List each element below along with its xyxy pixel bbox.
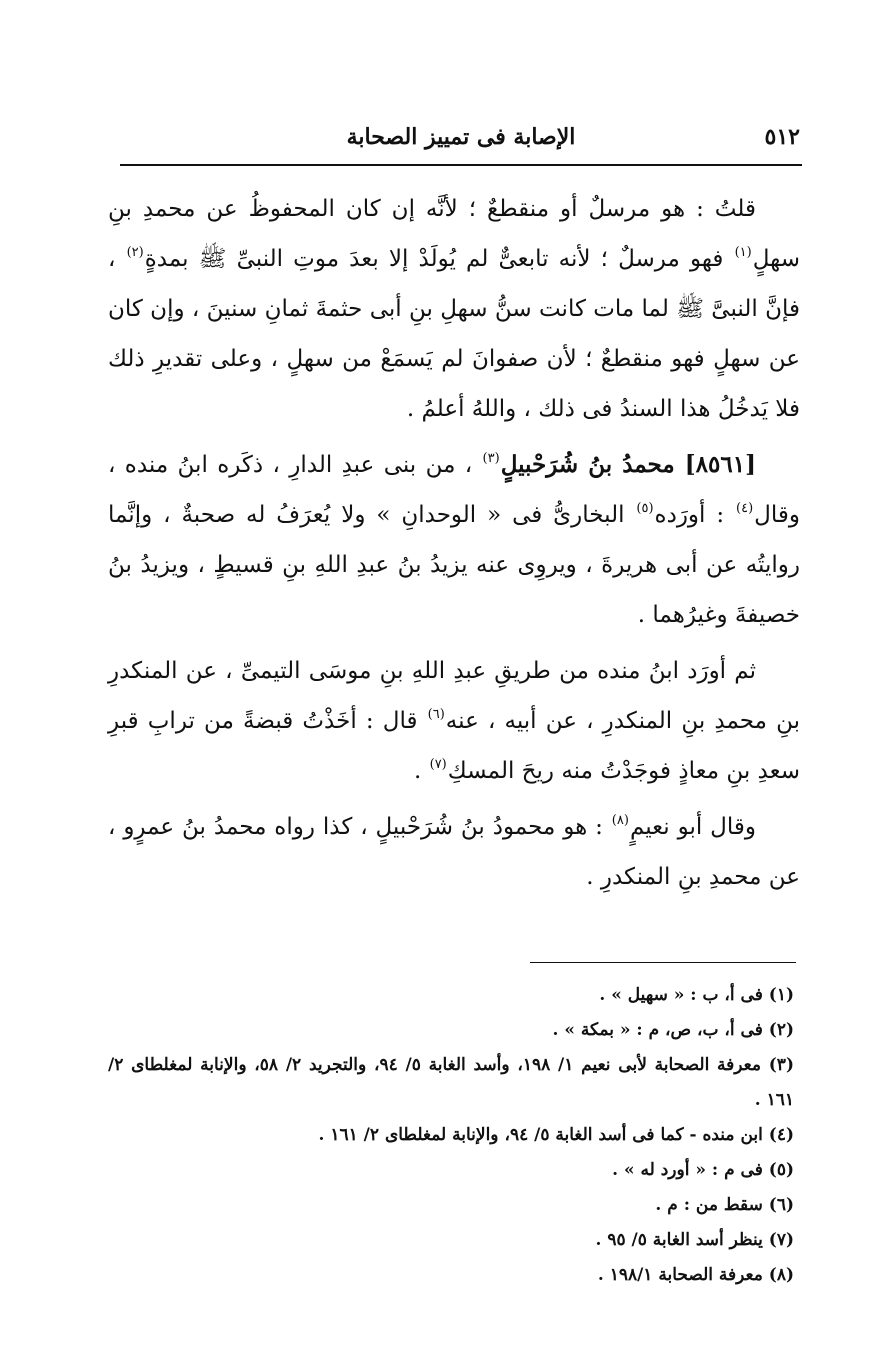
footnote-marker: (٥): [636, 501, 654, 516]
footnote: (٨) معرفة الصحابة ١٩٨/١ .: [597, 1265, 794, 1285]
text-run: ثم أورَد ابنُ منده من طريقِ عبدِ اللهِ بنِ موسَى التيمىِّ ، عن المنكدرِ بنِ محمدِ بنِ المنكدرِ ، عن أبيه ، عنه: [108, 658, 801, 734]
text-run: .: [413, 758, 429, 784]
footnote-marker: (٦): [427, 707, 445, 722]
paragraph-commentary: [108, 184, 800, 434]
entry-number: [٨٥٦١: [695, 451, 756, 478]
running-title: الإصابة فى تمييز الصحابة: [346, 124, 576, 150]
header-rule: [120, 164, 802, 166]
main-text: [108, 184, 800, 908]
text-run: : هو محمودُ بنُ شُرَحْبيلٍ ، كذا رواه محمدُ بنُ عمرٍو ، عن محمدِ بنِ المنكدرِ .: [108, 814, 800, 890]
paragraph-narration: [108, 646, 800, 796]
footnote: (٦) سقط من : م .: [655, 1195, 794, 1215]
footnote-marker: (١): [734, 245, 752, 260]
text-run: قلتُ : هو مرسلٌ أو منقطعٌ ؛ لأنَّه إن كان المحفوظُ عن محمدِ بنِ سهلٍ: [108, 196, 801, 272]
text-run: : أورَده: [654, 502, 736, 528]
footnote: (٣) معرفة الصحابة لأبى نعيم ١/ ١٩٨، وأسد الغابة ٥/ ٩٤، والتجريد ٢/ ٥٨، والإنابة لمغلطاى ٢/ ١٦١ .: [108, 1055, 794, 1110]
footnote-rule: [530, 962, 796, 963]
footnote: (٥) فى م : « أورد له » .: [612, 1160, 794, 1180]
text-run: البخارىُّ فى « الوحدانِ » ولا يُعرَفُ له صحبةٌ ، وإنَّما روايتُه عن أبى هريرةَ ، ويروِى عنه يزيدُ بنُ عبدِ اللهِ بنِ قسيطٍ ، ويزيدُ بنُ خصيفةَ وغيرُهما .: [108, 502, 800, 628]
text-run: وقال أبو نعيمٍ: [629, 814, 756, 840]
footnote-marker: (٧): [429, 757, 447, 772]
footnote: (١) فى أ، ب : « سهيل » .: [599, 985, 794, 1005]
text-run: فهو مرسلٌ ؛ لأنه تابعىٌّ لم يُولَدْ إلا بعدَ موتِ النبىِّ ﷺ بمدةٍ: [144, 246, 734, 272]
page-header: [120, 118, 802, 162]
paragraph-entry: [108, 440, 800, 640]
footnote-marker: (٤): [736, 501, 754, 516]
text-run: قال : أخَذْتُ قبضةً من ترابِ قبرِ سعدِ بنِ معاذٍ فوجَدْتُ منه ريحَ المسكِ: [108, 708, 800, 784]
footnotes: [108, 978, 794, 1293]
page-number: ٥١٢: [764, 124, 800, 150]
footnote-marker: (٣): [482, 451, 500, 466]
footnote-marker: (٨): [611, 813, 629, 828]
footnote: (٢) فى أ، ب، ص، م : « بمكة » .: [552, 1020, 794, 1040]
text-run: ، فإنَّ النبىَّ ﷺ لما مات كانت سنُّ سهلِ بنِ أبى حثمةَ ثمانِ سنينَ ، وإن كان عن سهلٍ فهو منقطعٌ ؛ لأن صفوانَ لم يَسمَعْ من سهلٍ ، وعلى تقديرِ ذلك فلا يَدخُلُ هذا السندُ فى ذلك ، واللهُ أعلمُ .: [108, 246, 800, 422]
footnote: (٤) ابن منده - كما فى أسد الغابة ٥/ ٩٤، والإنابة لمغلطاى ٢/ ١٦١ .: [318, 1125, 794, 1145]
paragraph-abu-nuaym: [108, 802, 800, 902]
entry-name: ] محمدُ بنُ شُرَحْبيلٍ: [500, 451, 696, 478]
text-run: ، من بنى عبدِ الدارِ ، ذكَره ابنُ منده ، وقال: [108, 452, 800, 528]
footnote: (٧) ينظر أسد الغابة ٥/ ٩٥ .: [595, 1230, 794, 1250]
footnote-marker: (٢): [126, 245, 144, 260]
